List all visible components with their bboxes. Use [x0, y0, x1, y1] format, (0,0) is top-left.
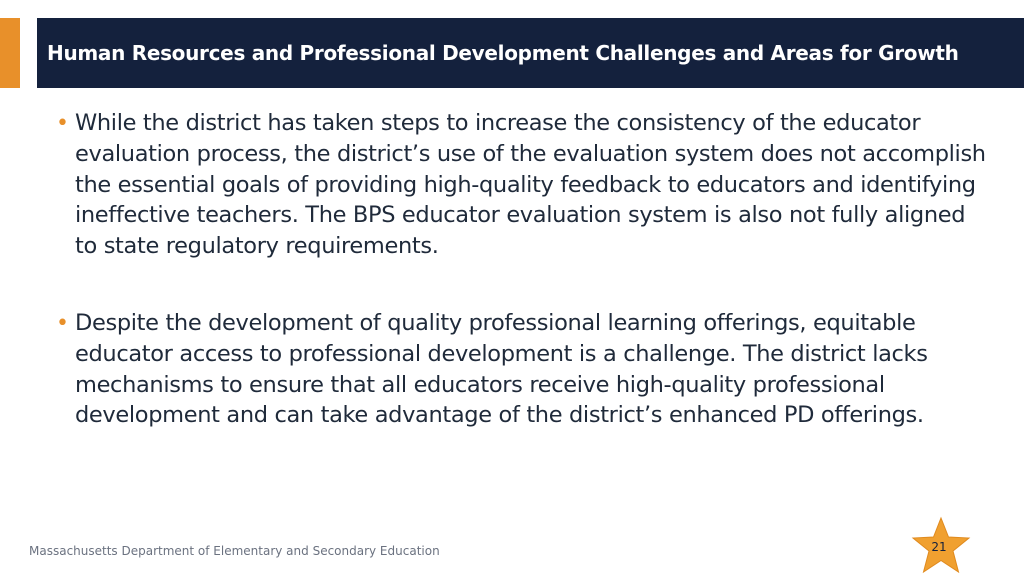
slide-title: Human Resources and Professional Development Challenges and Areas for Growth	[47, 41, 959, 65]
bullet-text: While the district has taken steps to increase the consistency of the educator evaluation process, the district’s use of the evaluation system does not accomplish the essential goals of providing high-quality feedback to educators and identifying ineffective teachers. The BPS educator evaluation system is also not fully aligned to state regulatory requirements.	[75, 110, 986, 260]
page-number: 21	[931, 540, 947, 554]
footer-organization: Massachusetts Department of Elementary and Secondary Education	[29, 544, 440, 558]
bullet-list	[56, 108, 986, 477]
title-bar	[37, 18, 1024, 88]
bullet-marker: •	[56, 310, 69, 336]
bullet-item	[56, 108, 986, 262]
bullet-item	[56, 308, 986, 431]
bullet-marker: •	[56, 111, 69, 136]
bullet-text: Despite the development of quality professional learning offerings, equitable educator access to professional development is a challenge. The district lacks mechanisms to ensure that all educators receive high-quality professional development and can take advantage of the district’s enhanced PD offerings.	[75, 309, 928, 429]
accent-bar	[0, 18, 20, 88]
